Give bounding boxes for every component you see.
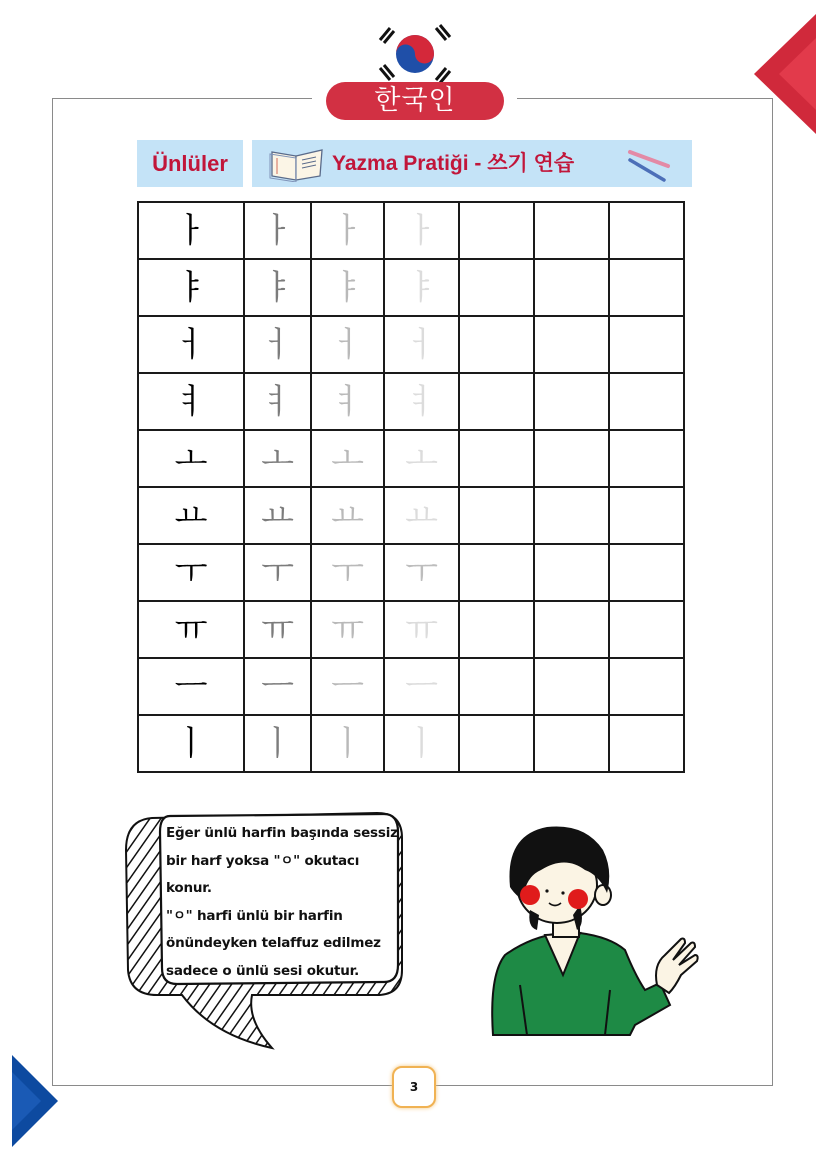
trace-vowel: ㅡ xyxy=(311,658,384,715)
trace-vowel: ㅑ xyxy=(311,259,384,316)
open-book-icon xyxy=(268,146,326,182)
model-vowel: ㅡ xyxy=(138,658,244,715)
blank-cell xyxy=(609,202,684,259)
trace-vowel: ㅠ xyxy=(244,601,311,658)
blank-cell xyxy=(459,373,534,430)
corner-triangle-red-inner xyxy=(779,38,816,110)
blank-cell xyxy=(534,487,609,544)
blank-cell xyxy=(459,430,534,487)
grid-row xyxy=(138,487,684,544)
grid-row xyxy=(138,202,684,259)
blank-cell xyxy=(459,658,534,715)
blank-cell xyxy=(609,544,684,601)
trace-vowel: ㅕ xyxy=(384,373,459,430)
trace-vowel: ㅛ xyxy=(384,487,459,544)
writing-practice-grid xyxy=(137,201,685,773)
section-label: Ünlüler xyxy=(137,140,243,187)
trace-vowel: ㅗ xyxy=(244,430,311,487)
model-vowel: ㅕ xyxy=(138,373,244,430)
trace-vowel: ㅠ xyxy=(311,601,384,658)
blank-cell xyxy=(534,658,609,715)
blank-cell xyxy=(609,487,684,544)
model-vowel: ㅓ xyxy=(138,316,244,373)
grid-row xyxy=(138,715,684,772)
trace-vowel: ㅓ xyxy=(311,316,384,373)
blank-cell xyxy=(534,715,609,772)
blank-cell xyxy=(534,373,609,430)
blank-cell xyxy=(609,259,684,316)
grid-row xyxy=(138,658,684,715)
grid-row xyxy=(138,316,684,373)
trace-vowel: ㅓ xyxy=(244,316,311,373)
grid-row xyxy=(138,259,684,316)
blank-cell xyxy=(534,601,609,658)
blank-cell xyxy=(609,430,684,487)
trace-vowel: ㅑ xyxy=(244,259,311,316)
trace-vowel: ㅜ xyxy=(244,544,311,601)
taegeuk-flag-icon xyxy=(370,18,460,86)
trace-vowel: ㅣ xyxy=(311,715,384,772)
bubble-line: "ㅇ" harfi ünlü bir harfin xyxy=(166,907,343,924)
trace-vowel: ㅣ xyxy=(384,715,459,772)
trace-vowel: ㅏ xyxy=(311,202,384,259)
trace-vowel: ㅠ xyxy=(384,601,459,658)
bubble-line: önündeyken telaffuz edilmez xyxy=(166,935,381,951)
bubble-line: sadece o ünlü sesi okutur. xyxy=(166,962,360,979)
blank-cell xyxy=(609,601,684,658)
model-vowel: ㅗ xyxy=(138,430,244,487)
trace-vowel: ㅜ xyxy=(384,544,459,601)
grid-row xyxy=(138,430,684,487)
trace-vowel: ㅡ xyxy=(244,658,311,715)
trace-vowel: ㅏ xyxy=(384,202,459,259)
bubble-line: bir harf yoksa "ㅇ" okutacı xyxy=(166,852,360,869)
trace-vowel: ㅏ xyxy=(244,202,311,259)
practice-title: Yazma Pratiği - 쓰기 연습 xyxy=(332,152,575,175)
blank-cell xyxy=(609,658,684,715)
title-banner: 한국인 xyxy=(326,82,504,120)
model-vowel: ㅏ xyxy=(138,202,244,259)
grid-row xyxy=(138,373,684,430)
blank-cell xyxy=(534,202,609,259)
blank-cell xyxy=(459,259,534,316)
trace-vowel: ㅣ xyxy=(244,715,311,772)
blank-cell xyxy=(609,373,684,430)
speech-bubble-text xyxy=(166,820,398,985)
blank-cell xyxy=(459,715,534,772)
trace-vowel: ㅕ xyxy=(244,373,311,430)
trace-vowel: ㅓ xyxy=(384,316,459,373)
waving-person-illustration xyxy=(485,815,705,1040)
grid-row xyxy=(138,601,684,658)
trace-vowel: ㅜ xyxy=(311,544,384,601)
trace-vowel: ㅑ xyxy=(384,259,459,316)
blank-cell xyxy=(534,430,609,487)
trace-vowel: ㅛ xyxy=(244,487,311,544)
grid-row xyxy=(138,544,684,601)
blank-cell xyxy=(459,202,534,259)
blank-cell xyxy=(534,316,609,373)
corner-triangle-blue-inner xyxy=(12,1072,41,1130)
practice-header xyxy=(252,140,692,187)
model-vowel: ㅠ xyxy=(138,601,244,658)
model-vowel: ㅑ xyxy=(138,259,244,316)
trace-vowel: ㅕ xyxy=(311,373,384,430)
blank-cell xyxy=(534,544,609,601)
bubble-line: konur. xyxy=(166,880,212,896)
model-vowel: ㅣ xyxy=(138,715,244,772)
blank-cell xyxy=(609,715,684,772)
pens-icon xyxy=(626,146,674,184)
blank-cell xyxy=(459,601,534,658)
trace-vowel: ㅡ xyxy=(384,658,459,715)
blank-cell xyxy=(534,259,609,316)
blank-cell xyxy=(609,316,684,373)
trace-vowel: ㅗ xyxy=(384,430,459,487)
blank-cell xyxy=(459,544,534,601)
blank-cell xyxy=(459,487,534,544)
model-vowel: ㅜ xyxy=(138,544,244,601)
model-vowel: ㅛ xyxy=(138,487,244,544)
blank-cell xyxy=(459,316,534,373)
bubble-line: Eğer ünlü harfin başında sessiz xyxy=(166,825,398,841)
trace-vowel: ㅛ xyxy=(311,487,384,544)
trace-vowel: ㅗ xyxy=(311,430,384,487)
page-number-badge: 3 xyxy=(392,1066,436,1108)
